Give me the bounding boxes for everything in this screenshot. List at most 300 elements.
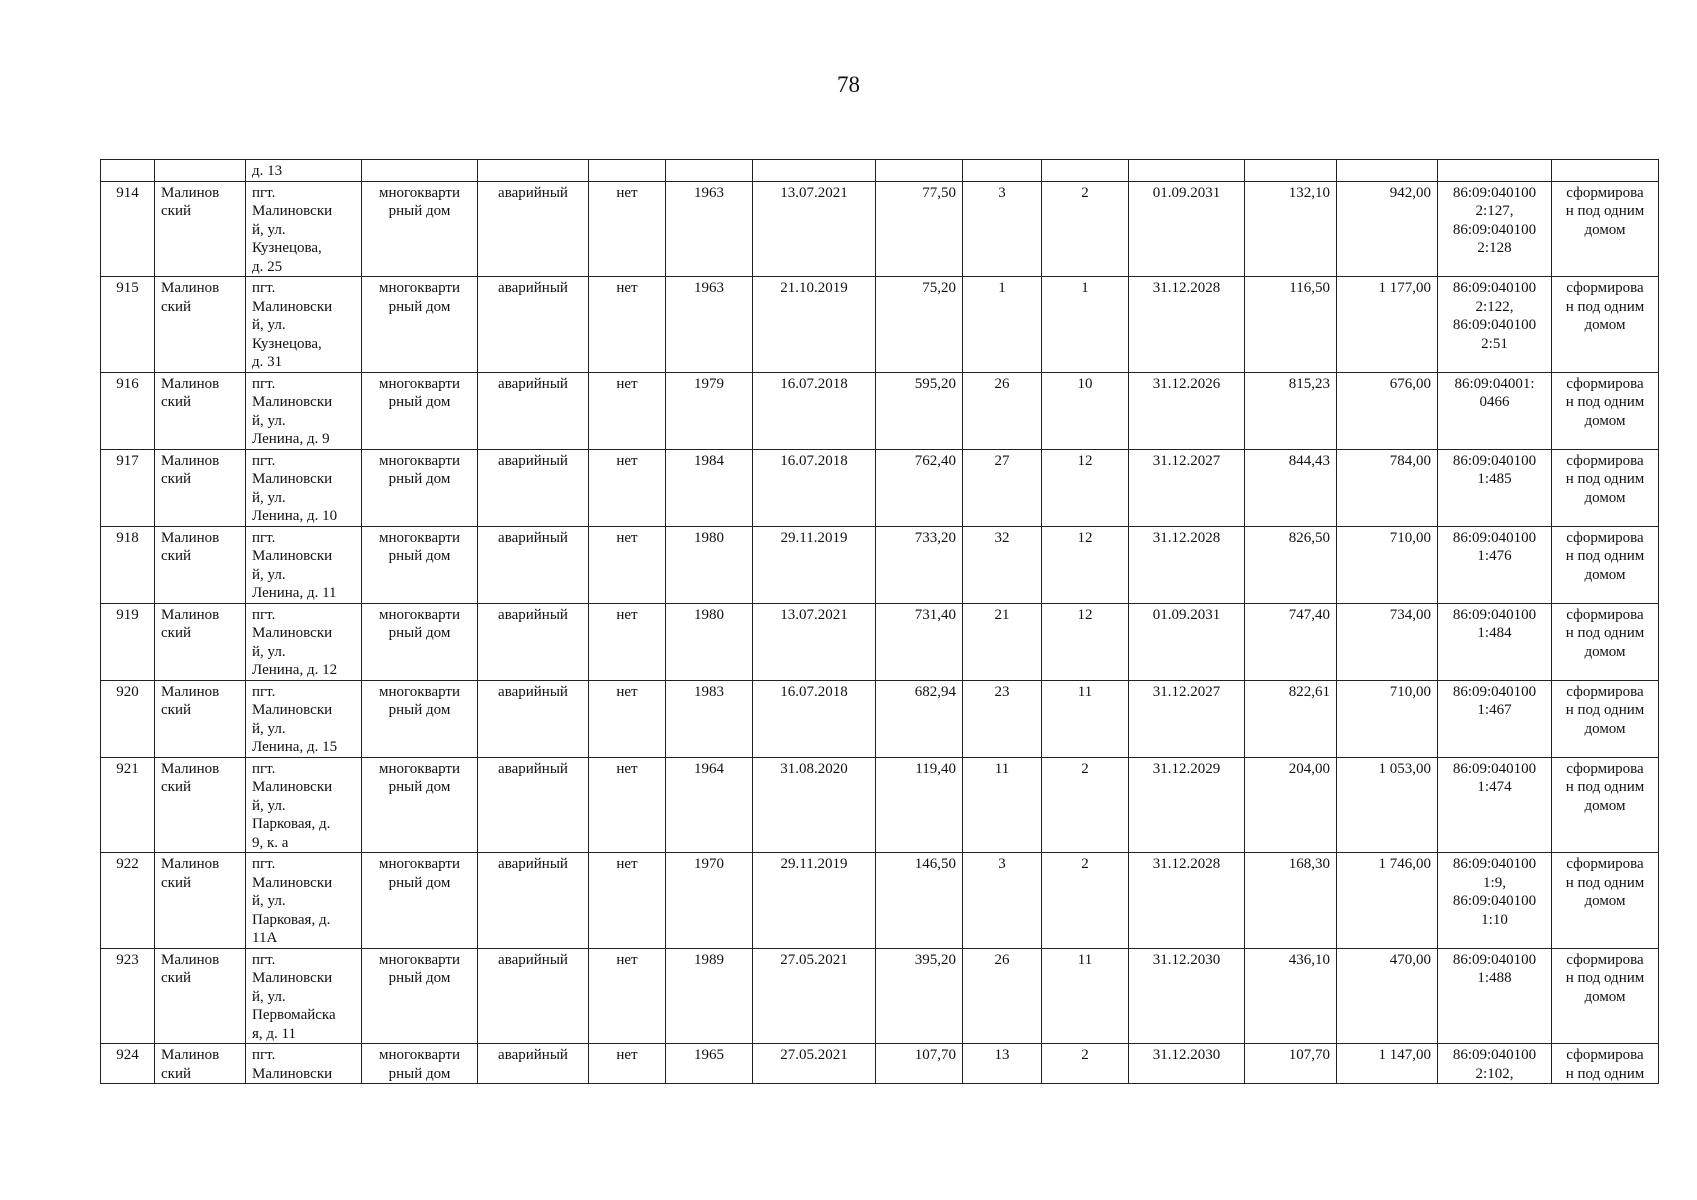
cell-cadastral-number-line: 86:09:04001:	[1454, 375, 1535, 392]
cell-note	[1552, 277, 1659, 373]
cell-district-line: Малинов	[161, 452, 220, 469]
cell-area: 395,20	[876, 948, 963, 1044]
cell-note-line: домом	[1584, 797, 1626, 814]
cell-building-type-line: рный дом	[388, 1065, 451, 1082]
cell-address-line: пгт.	[252, 452, 276, 469]
cell-cadastral-number-line: 2:128	[1477, 240, 1512, 256]
cell-note-line: сформирова	[1566, 184, 1644, 201]
cell-note	[1552, 1044, 1659, 1084]
cell-empty	[362, 160, 478, 182]
cell-address-line: Малиновски	[252, 471, 333, 487]
cell-district	[155, 277, 246, 373]
cell-cadastral-number-line: 1:467	[1477, 702, 1512, 718]
cell-area: 119,40	[876, 757, 963, 853]
cell-year: 1979	[666, 372, 753, 449]
table-row	[101, 526, 1659, 603]
cell-premises: 12	[1042, 603, 1129, 680]
cell-row-number: 918	[101, 526, 155, 603]
cell-status: аварийный	[478, 181, 589, 277]
cell-cadastral-number	[1438, 603, 1552, 680]
cell-district-line: ский	[161, 394, 191, 410]
cell-cadastral-number-line: 86:09:040100	[1452, 317, 1537, 333]
cell-note	[1552, 680, 1659, 757]
cell-cadastral-number-line: 1:476	[1477, 548, 1512, 564]
cell-note-line: сформирова	[1566, 375, 1644, 392]
cell-cadastral-number-line: 1:485	[1477, 471, 1512, 487]
cell-land-area: 168,30	[1245, 853, 1337, 949]
cell-address	[246, 603, 362, 680]
cell-plan-date: 31.12.2030	[1129, 1044, 1245, 1084]
table-row	[101, 449, 1659, 526]
cell-area: 762,40	[876, 449, 963, 526]
cell-empty	[589, 160, 666, 182]
cell-recognition-date: 21.10.2019	[753, 277, 876, 373]
cell-district-line: Малинов	[161, 606, 220, 623]
cell-land-area: 116,50	[1245, 277, 1337, 373]
cell-address-line: й, ул.	[252, 412, 286, 429]
cell-address-line: й, ул.	[252, 988, 286, 1005]
cell-address	[246, 372, 362, 449]
cell-district-line: ский	[161, 203, 191, 219]
cell-flag: нет	[589, 680, 666, 757]
cell-cadastral-number-line: 86:09:040100	[1452, 1047, 1537, 1063]
cell-district	[155, 757, 246, 853]
cell-note-line: сформирова	[1566, 683, 1644, 700]
cell-address-line: пгт.	[252, 951, 276, 968]
cell-district	[155, 526, 246, 603]
cell-cadastral-number-line: 1:9,	[1483, 874, 1506, 891]
cell-recognition-date: 29.11.2019	[753, 853, 876, 949]
cell-recognition-date: 31.08.2020	[753, 757, 876, 853]
cell-cadastral-number	[1438, 372, 1552, 449]
cell-year: 1964	[666, 757, 753, 853]
cell-row-number: 920	[101, 680, 155, 757]
cell-premises: 12	[1042, 449, 1129, 526]
cell-address-line: Малиновски	[252, 203, 333, 219]
cell-value: 942,00	[1337, 181, 1438, 277]
cell-recognition-date: 16.07.2018	[753, 372, 876, 449]
cell-premises: 10	[1042, 372, 1129, 449]
cell-district-line: ский	[161, 779, 191, 795]
cell-district	[155, 680, 246, 757]
cell-building-type-line: рный дом	[388, 548, 451, 564]
cell-cadastral-number	[1438, 277, 1552, 373]
cell-district-line: Малинов	[161, 184, 220, 201]
cell-building-type-line: многокварти	[378, 856, 460, 872]
cell-area: 682,94	[876, 680, 963, 757]
cell-address	[246, 181, 362, 277]
cell-address-line: 11А	[252, 930, 278, 946]
cell-note-line: сформирова	[1566, 280, 1644, 296]
cell-note-line: домом	[1584, 988, 1626, 1005]
table-row	[101, 1044, 1659, 1084]
cell-recognition-date: 16.07.2018	[753, 680, 876, 757]
cell-address-line: Кузнецова,	[252, 335, 322, 352]
cell-cadastral-number-line: 1:474	[1477, 779, 1512, 795]
cell-note-line: н под одним	[1565, 779, 1645, 795]
cell-status: аварийный	[478, 277, 589, 373]
cell-address: д. 13	[246, 160, 362, 182]
cell-building-type-line: рный дом	[388, 874, 451, 891]
cell-district	[155, 853, 246, 949]
cell-land-area: 844,43	[1245, 449, 1337, 526]
cell-note	[1552, 449, 1659, 526]
cell-cadastral-number-line: 86:09:040100	[1452, 683, 1537, 700]
cell-value: 734,00	[1337, 603, 1438, 680]
cell-address-line: Малиновски	[252, 625, 333, 641]
cell-plan-date: 31.12.2030	[1129, 948, 1245, 1044]
cell-building-type-line: рный дом	[388, 471, 451, 487]
cell-district-line: Малинов	[161, 375, 220, 392]
cell-status: аварийный	[478, 372, 589, 449]
cell-value: 470,00	[1337, 948, 1438, 1044]
table-row	[101, 680, 1659, 757]
cell-row-number: 916	[101, 372, 155, 449]
cell-status: аварийный	[478, 948, 589, 1044]
cell-address	[246, 449, 362, 526]
cell-note-line: н под одним	[1565, 874, 1645, 891]
cell-empty	[155, 160, 246, 182]
cell-note-line: сформирова	[1566, 529, 1644, 546]
cell-empty	[1042, 160, 1129, 182]
cell-building-type	[362, 526, 478, 603]
cell-note-line: н под одним	[1565, 471, 1645, 487]
cell-district-line: ский	[161, 702, 191, 718]
cell-note-line: сформирова	[1566, 452, 1644, 469]
cell-building-type	[362, 603, 478, 680]
cell-status: аварийный	[478, 680, 589, 757]
cell-district-line: ский	[161, 548, 191, 564]
cell-note-line: домом	[1584, 317, 1626, 333]
table-row	[101, 372, 1659, 449]
cell-plan-date: 31.12.2027	[1129, 449, 1245, 526]
cell-address-line: й, ул.	[252, 317, 286, 333]
page-number: 78	[837, 72, 860, 97]
cell-flag: нет	[589, 757, 666, 853]
cell-district	[155, 603, 246, 680]
cell-district-line: Малинов	[161, 856, 220, 872]
cell-address-line: д. 25	[252, 258, 283, 275]
cell-district-line: ский	[161, 625, 191, 641]
cell-address-line: Парковая, д.	[252, 816, 331, 832]
cell-address-line: Малиновски	[252, 970, 333, 986]
cell-cadastral-number	[1438, 680, 1552, 757]
cell-recognition-date: 16.07.2018	[753, 449, 876, 526]
cell-cadastral-number-line: 86:09:040100	[1452, 184, 1537, 201]
cell-area: 75,20	[876, 277, 963, 373]
cell-address	[246, 680, 362, 757]
cell-address-line: пгт.	[252, 375, 276, 392]
cell-address-line: Кузнецова,	[252, 240, 322, 256]
cell-cadastral-number	[1438, 181, 1552, 277]
cell-residents: 11	[963, 757, 1042, 853]
cell-district	[155, 449, 246, 526]
cell-flag: нет	[589, 853, 666, 949]
cell-district-line: Малинов	[161, 951, 220, 968]
cell-note-line: сформирова	[1566, 856, 1644, 872]
cell-address-line: 9, к. а	[252, 834, 289, 851]
cell-district	[155, 181, 246, 277]
cell-building-type-line: многокварти	[378, 184, 460, 201]
cell-empty	[1129, 160, 1245, 182]
cell-residents: 26	[963, 372, 1042, 449]
cell-cadastral-number-line: 86:09:040100	[1452, 760, 1537, 777]
cell-premises: 2	[1042, 1044, 1129, 1084]
cell-address-line: Ленина, д. 11	[252, 585, 337, 601]
cell-address-line: й, ул.	[252, 489, 286, 506]
cell-cadastral-number	[1438, 948, 1552, 1044]
cell-address-line: пгт.	[252, 280, 276, 296]
cell-building-type-line: многокварти	[378, 452, 460, 469]
cell-note-line: домом	[1584, 221, 1626, 238]
cell-year: 1970	[666, 853, 753, 949]
cell-empty	[963, 160, 1042, 182]
cell-note-line: сформирова	[1566, 760, 1644, 777]
cell-cadastral-number-line: 2:51	[1481, 335, 1508, 352]
cell-district-line: ский	[161, 970, 191, 986]
cell-recognition-date: 27.05.2021	[753, 948, 876, 1044]
cell-building-type-line: рный дом	[388, 779, 451, 795]
cell-building-type-line: многокварти	[378, 606, 460, 623]
cell-row-number: 917	[101, 449, 155, 526]
cell-plan-date: 31.12.2028	[1129, 853, 1245, 949]
cell-address-line: Ленина, д. 12	[252, 662, 338, 678]
cell-row-number: 923	[101, 948, 155, 1044]
cell-address	[246, 853, 362, 949]
cell-building-type-line: многокварти	[378, 951, 460, 968]
cell-note-line: домом	[1584, 720, 1626, 737]
cell-land-area: 132,10	[1245, 181, 1337, 277]
cell-note-line: н под одним	[1565, 970, 1645, 986]
cell-address-line: й, ул.	[252, 893, 286, 909]
cell-value: 1 177,00	[1337, 277, 1438, 373]
cell-recognition-date: 13.07.2021	[753, 603, 876, 680]
cell-note-line: сформирова	[1566, 951, 1644, 968]
cell-land-area: 204,00	[1245, 757, 1337, 853]
cell-value: 1 053,00	[1337, 757, 1438, 853]
cell-empty	[1245, 160, 1337, 182]
cell-cadastral-number-line: 86:09:040100	[1452, 280, 1537, 296]
cell-district-line: Малинов	[161, 529, 220, 546]
cell-address-line: Ленина, д. 15	[252, 739, 338, 755]
cell-status: аварийный	[478, 853, 589, 949]
cell-address-line: Малиновски	[252, 298, 333, 315]
cell-address-line: пгт.	[252, 856, 276, 872]
table-row	[101, 948, 1659, 1044]
cell-area: 595,20	[876, 372, 963, 449]
cell-row-number: 921	[101, 757, 155, 853]
cell-land-area: 436,10	[1245, 948, 1337, 1044]
cell-cadastral-number-line: 86:09:040100	[1452, 221, 1537, 238]
cell-empty	[666, 160, 753, 182]
cell-building-type-line: рный дом	[388, 625, 451, 641]
cell-cadastral-number-line: 86:09:040100	[1452, 893, 1537, 909]
cell-cadastral-number-line: 86:09:040100	[1452, 856, 1537, 872]
cell-district-line: Малинов	[161, 280, 220, 296]
cell-year: 1963	[666, 277, 753, 373]
cell-address-line: Малиновски	[252, 874, 333, 891]
cell-address	[246, 757, 362, 853]
cell-row-number: 924	[101, 1044, 155, 1084]
cell-cadastral-number-line: 2:102,	[1475, 1065, 1514, 1082]
cell-recognition-date: 29.11.2019	[753, 526, 876, 603]
cell-address-line: й, ул.	[252, 720, 286, 737]
cell-note	[1552, 853, 1659, 949]
table-row	[101, 181, 1659, 277]
cell-address	[246, 1044, 362, 1084]
cell-note-line: н под одним	[1565, 203, 1645, 219]
cell-building-type-line: многокварти	[378, 280, 460, 296]
cell-residents: 26	[963, 948, 1042, 1044]
cell-recognition-date: 13.07.2021	[753, 181, 876, 277]
cell-building-type-line: рный дом	[388, 394, 451, 410]
cell-year: 1983	[666, 680, 753, 757]
cell-district-line: ский	[161, 471, 191, 487]
cell-district	[155, 372, 246, 449]
cell-cadastral-number-line: 0466	[1479, 394, 1510, 410]
cell-building-type	[362, 757, 478, 853]
cell-empty	[101, 160, 155, 182]
cell-address-line: Ленина, д. 9	[252, 431, 330, 447]
cell-flag: нет	[589, 181, 666, 277]
cell-residents: 1	[963, 277, 1042, 373]
cell-building-type-line: многокварти	[378, 375, 460, 392]
cell-building-type	[362, 181, 478, 277]
cell-cadastral-number-line: 86:09:040100	[1452, 951, 1537, 968]
cell-flag: нет	[589, 277, 666, 373]
cell-cadastral-number-line: 86:09:040100	[1452, 452, 1537, 469]
cell-address-line: й, ул.	[252, 221, 286, 238]
cell-year: 1980	[666, 526, 753, 603]
cell-flag: нет	[589, 948, 666, 1044]
cell-district-line: Малинов	[161, 760, 220, 777]
cell-building-type-line: многокварти	[378, 1047, 460, 1063]
cell-premises: 2	[1042, 853, 1129, 949]
cell-status: аварийный	[478, 603, 589, 680]
cell-status: аварийный	[478, 1044, 589, 1084]
cell-value: 1 147,00	[1337, 1044, 1438, 1084]
cell-address-line: пгт.	[252, 529, 276, 546]
cell-building-type	[362, 277, 478, 373]
cell-empty	[753, 160, 876, 182]
cell-address-line: й, ул.	[252, 643, 286, 660]
cell-value: 1 746,00	[1337, 853, 1438, 949]
cell-note	[1552, 526, 1659, 603]
cell-area: 77,50	[876, 181, 963, 277]
cell-premises: 2	[1042, 181, 1129, 277]
cell-building-type	[362, 680, 478, 757]
housing-register-table	[100, 159, 1659, 1084]
cell-flag: нет	[589, 449, 666, 526]
cell-address-line: д. 31	[252, 354, 283, 370]
cell-value: 676,00	[1337, 372, 1438, 449]
cell-note-line: домом	[1584, 893, 1626, 909]
cell-year: 1984	[666, 449, 753, 526]
cell-cadastral-number-line: 2:122,	[1475, 298, 1514, 315]
cell-land-area: 822,61	[1245, 680, 1337, 757]
cell-address-line: Парковая, д.	[252, 911, 331, 928]
cell-building-type-line: рный дом	[388, 298, 451, 315]
cell-building-type-line: рный дом	[388, 970, 451, 986]
cell-note-line: домом	[1584, 566, 1626, 583]
cell-cadastral-number	[1438, 757, 1552, 853]
cell-status: аварийный	[478, 757, 589, 853]
cell-flag: нет	[589, 603, 666, 680]
cell-district-line: Малинов	[161, 683, 220, 700]
cell-land-area: 107,70	[1245, 1044, 1337, 1084]
cell-address-line: Первомайска	[252, 1007, 336, 1023]
cell-building-type	[362, 449, 478, 526]
cell-district-line: ский	[161, 298, 191, 315]
cell-area: 146,50	[876, 853, 963, 949]
cell-premises: 11	[1042, 948, 1129, 1044]
cell-flag: нет	[589, 1044, 666, 1084]
cell-flag: нет	[589, 526, 666, 603]
cell-address-line: пгт.	[252, 683, 276, 700]
cell-note-line: домом	[1584, 412, 1626, 429]
cell-building-type	[362, 948, 478, 1044]
cell-cadastral-number	[1438, 853, 1552, 949]
cell-residents: 3	[963, 853, 1042, 949]
cell-address-line: Малиновски	[252, 779, 333, 795]
cell-row-number: 915	[101, 277, 155, 373]
cell-building-type-line: многокварти	[378, 683, 460, 700]
cell-empty	[1438, 160, 1552, 182]
cell-cadastral-number-line: 2:127,	[1475, 203, 1514, 219]
cell-empty	[876, 160, 963, 182]
cell-value: 784,00	[1337, 449, 1438, 526]
cell-building-type-line: многокварти	[378, 760, 460, 777]
cell-cadastral-number-line: 1:10	[1481, 911, 1508, 928]
cell-residents: 23	[963, 680, 1042, 757]
cell-premises: 1	[1042, 277, 1129, 373]
cell-building-type	[362, 1044, 478, 1084]
cell-status: аварийный	[478, 449, 589, 526]
cell-building-type	[362, 372, 478, 449]
cell-year: 1965	[666, 1044, 753, 1084]
cell-building-type	[362, 853, 478, 949]
cell-address	[246, 277, 362, 373]
cell-empty	[1337, 160, 1438, 182]
cell-plan-date: 31.12.2029	[1129, 757, 1245, 853]
cell-note-line: домом	[1584, 643, 1626, 660]
cell-note	[1552, 372, 1659, 449]
cell-premises: 2	[1042, 757, 1129, 853]
cell-land-area: 747,40	[1245, 603, 1337, 680]
cell-row-number: 919	[101, 603, 155, 680]
cell-row-number: 922	[101, 853, 155, 949]
cell-address	[246, 526, 362, 603]
cell-note-line: сформирова	[1566, 1047, 1644, 1063]
cell-note	[1552, 757, 1659, 853]
cell-district-line: ский	[161, 874, 191, 891]
cell-address-line: пгт.	[252, 1047, 276, 1063]
cell-year: 1980	[666, 603, 753, 680]
cell-note-line: н под одним	[1565, 1065, 1645, 1082]
cell-address-line: пгт.	[252, 184, 276, 201]
cell-address-line: Малиновски	[252, 548, 333, 564]
cell-cadastral-number-line: 86:09:040100	[1452, 529, 1537, 546]
cell-year: 1963	[666, 181, 753, 277]
cell-note-line: н под одним	[1565, 548, 1645, 564]
table-row	[101, 853, 1659, 949]
cell-note-line: домом	[1584, 489, 1626, 506]
cell-district	[155, 948, 246, 1044]
cell-plan-date: 31.12.2028	[1129, 277, 1245, 373]
cell-premises: 11	[1042, 680, 1129, 757]
cell-address-line: й, ул.	[252, 566, 286, 583]
cell-district	[155, 1044, 246, 1084]
